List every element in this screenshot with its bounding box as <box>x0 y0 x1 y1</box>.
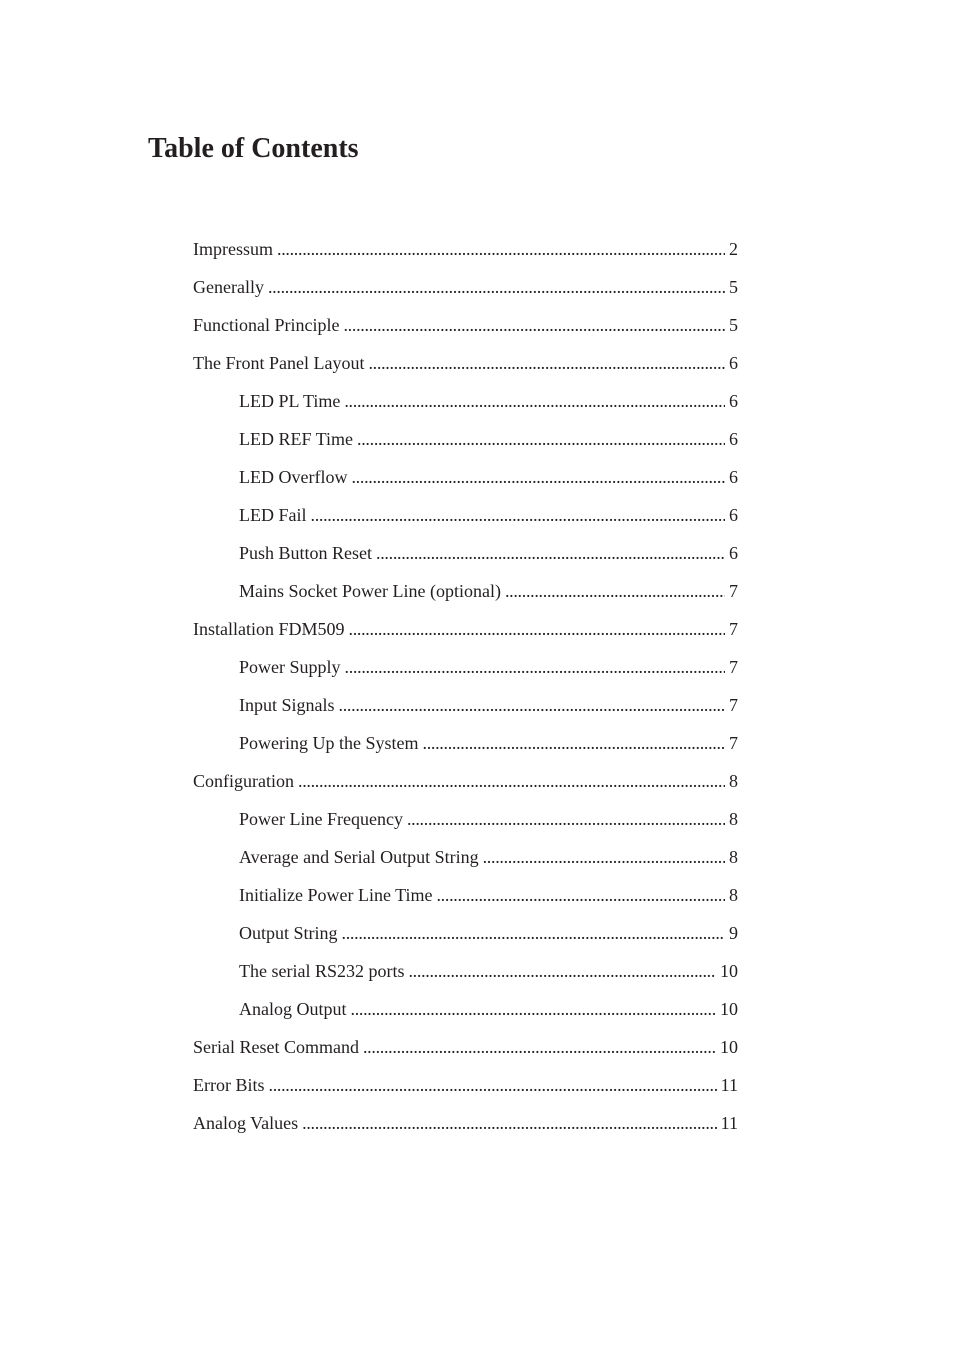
toc-entry-page-number: 7 <box>729 619 738 639</box>
toc-dot-leader <box>269 1066 717 1104</box>
toc-entry-label: Impressum <box>193 239 273 259</box>
toc-list <box>0 230 954 1142</box>
toc-entry[interactable] <box>0 496 738 534</box>
toc-entry[interactable] <box>0 648 738 686</box>
toc-entry[interactable] <box>0 990 738 1028</box>
toc-dot-leader <box>357 420 725 458</box>
toc-entry-label: The serial RS232 ports <box>239 961 405 981</box>
toc-dot-leader <box>344 382 725 420</box>
toc-entry-label: Push Button Reset <box>239 543 373 563</box>
toc-dot-leader <box>268 268 725 306</box>
toc-entry-page-number: 8 <box>729 885 738 905</box>
toc-entry-label: Error Bits <box>193 1075 265 1095</box>
toc-dot-leader <box>277 230 725 268</box>
toc-entry-page-number: 7 <box>729 733 738 753</box>
toc-entry[interactable] <box>0 534 738 572</box>
toc-entry[interactable] <box>0 420 738 458</box>
toc-entry-page-number: 8 <box>729 847 738 867</box>
toc-dot-leader <box>368 344 725 382</box>
toc-entry-label: Configuration <box>193 771 294 791</box>
toc-entry-label: Functional Principle <box>193 315 340 335</box>
toc-entry-label: Serial Reset Command <box>193 1037 359 1057</box>
toc-dot-leader <box>363 1028 716 1066</box>
toc-entry-page-number: 6 <box>729 543 738 563</box>
toc-entry-page-number: 11 <box>720 1075 738 1095</box>
toc-entry-label: Average and Serial Output String <box>239 847 479 867</box>
toc-dot-leader <box>408 952 716 990</box>
toc-entry-label: Mains Socket Power Line (optional) <box>239 581 501 601</box>
toc-entry-page-number: 6 <box>729 429 738 449</box>
toc-entry-label: Output String <box>239 923 338 943</box>
toc-entry-label: LED Fail <box>239 505 307 525</box>
toc-dot-leader <box>407 800 725 838</box>
toc-entry[interactable] <box>0 1028 738 1066</box>
toc-dot-leader <box>345 648 725 686</box>
toc-entry[interactable] <box>0 838 738 876</box>
toc-entry[interactable] <box>0 762 738 800</box>
toc-entry-page-number: 10 <box>720 961 738 981</box>
toc-entry[interactable] <box>0 230 738 268</box>
toc-entry[interactable] <box>0 800 738 838</box>
toc-dot-leader <box>351 990 717 1028</box>
toc-entry-page-number: 5 <box>729 277 738 297</box>
toc-entry-label: Installation FDM509 <box>193 619 345 639</box>
toc-entry-page-number: 6 <box>729 353 738 373</box>
toc-entry-page-number: 6 <box>729 505 738 525</box>
toc-entry-label: Generally <box>193 277 264 297</box>
toc-entry-label: LED PL Time <box>239 391 341 411</box>
toc-entry[interactable] <box>0 344 738 382</box>
toc-entry-label: Power Supply <box>239 657 341 677</box>
toc-entry-label: LED REF Time <box>239 429 354 449</box>
toc-entry[interactable] <box>0 1066 738 1104</box>
toc-entry-page-number: 10 <box>720 1037 738 1057</box>
toc-entry[interactable] <box>0 382 738 420</box>
toc-entry-label: Analog Output <box>239 999 347 1019</box>
toc-entry[interactable] <box>0 268 738 306</box>
toc-entry[interactable] <box>0 914 738 952</box>
toc-dot-leader <box>351 458 725 496</box>
toc-entry-page-number: 7 <box>729 581 738 601</box>
toc-entry-page-number: 7 <box>729 657 738 677</box>
toc-dot-leader <box>436 876 725 914</box>
toc-entry[interactable] <box>0 1104 738 1142</box>
toc-entry[interactable] <box>0 876 738 914</box>
toc-entry[interactable] <box>0 306 738 344</box>
toc-dot-leader <box>342 914 725 952</box>
toc-entry-page-number: 8 <box>729 771 738 791</box>
toc-entry-label: The Front Panel Layout <box>193 353 365 373</box>
toc-dot-leader <box>311 496 726 534</box>
toc-dot-leader <box>302 1104 717 1142</box>
toc-entry-page-number: 7 <box>729 695 738 715</box>
toc-entry[interactable] <box>0 610 738 648</box>
toc-entry-page-number: 8 <box>729 809 738 829</box>
toc-dot-leader <box>376 534 725 572</box>
toc-dot-leader <box>339 686 725 724</box>
toc-entry-page-number: 6 <box>729 467 738 487</box>
toc-entry[interactable] <box>0 572 738 610</box>
toc-entry[interactable] <box>0 952 738 990</box>
toc-dot-leader <box>298 762 725 800</box>
toc-entry[interactable] <box>0 458 738 496</box>
toc-dot-leader <box>423 724 726 762</box>
toc-entry-label: LED Overflow <box>239 467 348 487</box>
toc-entry-label: Input Signals <box>239 695 335 715</box>
toc-entry-page-number: 2 <box>729 239 738 259</box>
toc-entry-page-number: 5 <box>729 315 738 335</box>
toc-entry-page-number: 11 <box>720 1113 738 1133</box>
toc-entry-label: Analog Values <box>193 1113 299 1133</box>
toc-entry-label: Power Line Frequency <box>239 809 403 829</box>
toc-entry-page-number: 10 <box>720 999 738 1019</box>
toc-dot-leader <box>343 306 725 344</box>
toc-entry-page-number: 9 <box>729 923 738 943</box>
toc-entry-page-number: 6 <box>729 391 738 411</box>
toc-entry[interactable] <box>0 686 738 724</box>
toc-dot-leader <box>505 572 725 610</box>
toc-dot-leader <box>349 610 726 648</box>
toc-entry-label: Initialize Power Line Time <box>239 885 433 905</box>
toc-entry[interactable] <box>0 724 738 762</box>
toc-dot-leader <box>483 838 725 876</box>
page-title: Table of Contents <box>148 133 359 164</box>
toc-entry-label: Powering Up the System <box>239 733 419 753</box>
